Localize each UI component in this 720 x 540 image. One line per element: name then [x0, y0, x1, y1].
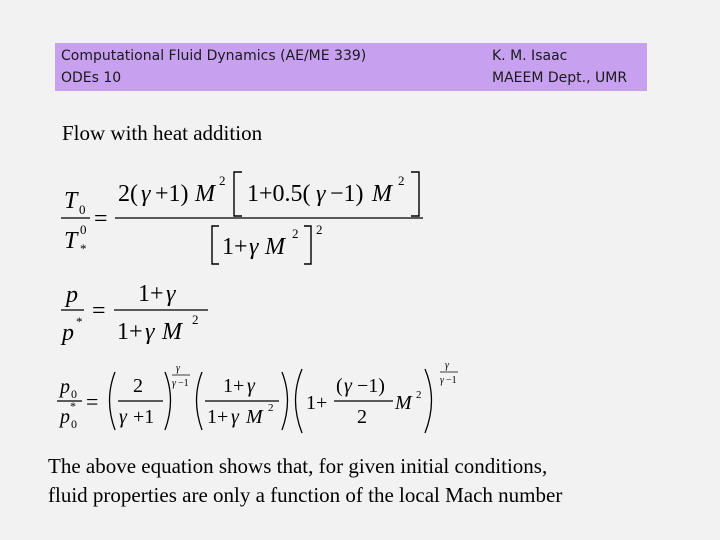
- svg-text:T: T: [64, 228, 78, 254]
- svg-text:γ: γ: [141, 181, 151, 207]
- svg-text:2: 2: [292, 226, 299, 241]
- svg-text:=: =: [92, 298, 106, 324]
- svg-text:2: 2: [316, 222, 323, 237]
- svg-text:=: =: [86, 389, 99, 414]
- course-title: Computational Fluid Dynamics (AE/ME 339): [61, 48, 367, 64]
- svg-text:γ: γ: [231, 406, 239, 428]
- slide-title: Flow with heat addition: [62, 121, 263, 145]
- svg-text:T: T: [64, 188, 78, 214]
- svg-text:*: *: [80, 241, 87, 256]
- svg-text:2: 2: [357, 406, 367, 428]
- svg-text:−1): −1): [357, 375, 385, 397]
- svg-text:M: M: [246, 406, 263, 428]
- svg-text:+1): +1): [155, 181, 189, 207]
- svg-text:M: M: [265, 234, 285, 260]
- svg-text:M: M: [395, 392, 412, 414]
- svg-text:−1): −1): [330, 181, 364, 207]
- svg-text:1+: 1+: [138, 281, 164, 307]
- svg-text:2(: 2(: [118, 181, 138, 207]
- svg-text:2: 2: [219, 173, 226, 188]
- svg-text:M: M: [372, 181, 392, 207]
- svg-text:γ: γ: [176, 363, 180, 374]
- svg-text:p: p: [66, 282, 78, 308]
- equation-pressure-ratio: [60, 281, 208, 346]
- svg-text:0: 0: [79, 202, 86, 217]
- body-line-1: The above equation shows that, for given initial conditions,: [48, 454, 548, 478]
- svg-text:1+: 1+: [306, 392, 328, 414]
- svg-text:p: p: [60, 406, 70, 428]
- svg-text:γ: γ: [247, 375, 255, 397]
- equation-stagnation-pressure-ratio: [57, 360, 458, 433]
- svg-text:p: p: [60, 376, 70, 398]
- svg-text:*: *: [70, 399, 76, 413]
- equation-temperature-ratio: [61, 172, 423, 264]
- svg-text:2: 2: [192, 312, 199, 327]
- svg-text:1+0.5(: 1+0.5(: [247, 181, 311, 207]
- svg-text:γ: γ: [316, 181, 326, 207]
- svg-text:γ: γ: [145, 319, 155, 345]
- svg-text:−1: −1: [178, 378, 189, 389]
- svg-text:p: p: [62, 320, 74, 346]
- svg-text:M: M: [162, 319, 182, 345]
- svg-text:γ: γ: [172, 378, 176, 389]
- svg-text:1+: 1+: [207, 406, 229, 428]
- svg-text:1+: 1+: [117, 319, 143, 345]
- svg-text:1+: 1+: [223, 375, 245, 397]
- svg-text:γ: γ: [119, 406, 127, 428]
- svg-text:+1: +1: [133, 406, 155, 428]
- svg-text:γ: γ: [166, 281, 176, 307]
- svg-text:*: *: [76, 314, 83, 329]
- svg-text:2: 2: [398, 173, 405, 188]
- svg-text:M: M: [195, 181, 215, 207]
- body-line-2: fluid properties are only a function of the local Mach number: [48, 483, 563, 507]
- topic-label: ODEs 10: [61, 70, 122, 86]
- svg-text:2: 2: [133, 375, 143, 397]
- svg-text:γ: γ: [445, 360, 449, 371]
- svg-text:0: 0: [71, 417, 77, 431]
- svg-text:0: 0: [71, 387, 77, 401]
- department-label: MAEEM Dept., UMR: [492, 70, 628, 86]
- svg-text:(: (: [336, 375, 343, 397]
- svg-text:=: =: [94, 206, 108, 232]
- svg-text:2: 2: [268, 402, 274, 414]
- svg-text:2: 2: [416, 389, 422, 401]
- svg-text:γ: γ: [344, 375, 352, 397]
- svg-text:0: 0: [80, 222, 87, 237]
- svg-text:γ: γ: [440, 375, 444, 386]
- slide-body-text: [48, 452, 688, 510]
- svg-text:−1: −1: [446, 375, 457, 386]
- svg-text:γ: γ: [249, 234, 259, 260]
- svg-text:1+: 1+: [222, 234, 248, 260]
- author-name: K. M. Isaac: [492, 48, 568, 64]
